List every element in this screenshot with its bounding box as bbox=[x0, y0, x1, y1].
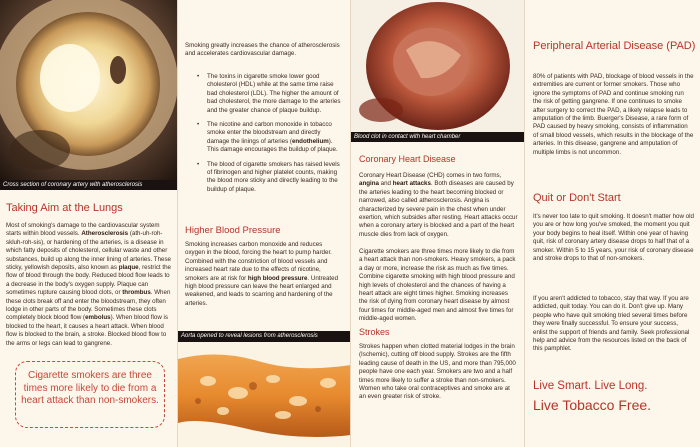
panel-pad-quit bbox=[525, 0, 700, 447]
addiction-text: If you aren't addicted to tobacco, stay that way. If you are addicted, quit today. You can do it. Don't give up. Many people who have quit smoking tried several times before they were finally successful. To ensure your success, enlist the support of friends and family. Seek professional help and advice from the resources listed on the back of this pamphlet. bbox=[533, 295, 690, 353]
panel-lungs bbox=[0, 0, 178, 447]
strokes-text: Strokes happen when clotted material lodges in the brain (Ischemic), cutting off blood supply. Strokes are the fifth leading cause of death in the US, and more than 795,000 people have one each year. Smokers are two and a half times more likely to suffer a stroke than non-smokers. Women who take oral contraceptives and smoke are at an even greater risk of stroke. bbox=[359, 343, 516, 401]
statistic-callout: Cigarette smokers are three times more likely to die from a heart attack than non-smokers. bbox=[15, 361, 165, 428]
artery-cross-section-image bbox=[0, 0, 177, 190]
bullet-item: • The nicotine and carbon monoxide in tobacco smoke enter the bloodstream and directly damage the linings of arteries (endothelium). This damage encourages the buildup of plaque. bbox=[185, 121, 343, 155]
lungs-body-text: Most of smoking's damage to the cardiovascular system starts within blood vessels. Atherosclerosis (ath-uh-roh-skluh-roh-sis), or hardening of the arteries, is a disease in which fatty deposits of cholesterol, cellular waste and other substances, build up along the inner lining of arteries. These sticky, yellowish deposits, also known as plaque, restrict the flow of blood through the body. Reduced blood flow leads to a decrease in the body's oxygen supply. Plaque can sometimes rupture causing blood clots, or thrombus. When these clots break off and enter the bloodstream, they often lodge in other parts of the body. Sometimes these clots completely block blood flow (embolus). When blood flow is blocked to the heart, it causes a heart attack. When blood flow is blocked to the brain, a stroke. Blocked blood flow to the arms or legs can lead to gangrene. bbox=[6, 222, 171, 347]
photo-caption: Aorta opened to reveal lesions from atherosclerosis bbox=[178, 331, 350, 342]
aorta-image bbox=[178, 331, 350, 447]
artery-cross-section-photo bbox=[0, 0, 177, 190]
blood-clot-photo bbox=[351, 0, 524, 142]
aorta-photo bbox=[178, 331, 350, 447]
section-heading-quit: Quit or Don't Start bbox=[533, 192, 621, 204]
section-heading-lungs: Taking Aim at the Lungs bbox=[6, 202, 123, 214]
section-heading-coronary: Coronary Heart Disease bbox=[359, 154, 456, 164]
bullet-item: • The blood of cigarette smokers has raised levels of fibrinogen and higher platelet counts, making the blood more sticky and directly leading to the buildup of plaque. bbox=[185, 161, 343, 195]
quit-text: It's never too late to quit smoking. It doesn't matter how old you are or how long you've smoked, the moment you quit your body begins to heal itself. Within one year of having quit, risk of coronary artery disease drops to half that of a smoker. Within 5 to 15 years, your risk of coronary disease and stroke drops to that of non-smokers. bbox=[533, 213, 694, 263]
cardiovascular-bullet-list bbox=[185, 73, 343, 200]
blood-pressure-text: Smoking increases carbon monoxide and reduces oxygen in the blood, forcing the heart to pump harder. Combined with the constriction of blood vessels and increased heart rate due to the effects of nicotine, smokers are at risk for high blood pressure. Untreated high blood pressure can leave the heart enlarged and weakened, and leads to scarring and hardening of the arteries. bbox=[185, 241, 339, 307]
blood-clot-image bbox=[351, 0, 524, 142]
slogan-line-2: Live Tobacco Free. bbox=[533, 397, 652, 413]
photo-caption: Cross section of coronary artery with atherosclerosis bbox=[0, 180, 177, 190]
bullet-item: • The toxins in cigarette smoke lower good cholesterol (HDL) while at the same time raise bad cholesterol (LDL). The higher the amount of bad cholesterol, the more damage to the arteries and the greater chance of plaque buildup. bbox=[185, 73, 343, 115]
coronary-text: Coronary Heart Disease (CHD) comes in two forms, angina and heart attacks. Both diseases are caused by the arteries leading to the heart becoming blocked or narrowed, also called atherosclerosis. Angina is characterized by severe pain in the chest when under exertion, which subsides after resting. Heart attacks occur when a coronary artery is blocked and a part of the heart muscle dies from lack of oxygen. bbox=[359, 172, 518, 238]
section-heading-blood-pressure: Higher Blood Pressure bbox=[185, 225, 281, 236]
panel-heart-disease bbox=[351, 0, 525, 447]
slogan-line-1: Live Smart. Live Long. bbox=[533, 380, 648, 392]
intro-paragraph: Smoking greatly increases the chance of atherosclerosis and accelerates cardiovascular damage. bbox=[185, 42, 340, 58]
panel-cardiovascular bbox=[178, 0, 351, 447]
section-heading-pad: Peripheral Arterial Disease (PAD) bbox=[533, 40, 696, 52]
section-heading-strokes: Strokes bbox=[359, 327, 390, 337]
photo-caption: Blood clot in contact with heart chamber bbox=[351, 132, 524, 142]
heart-attack-risk-text: Cigarette smokers are three times more likely to die from a heart attack than non-smokers. Heavy smokers, a pack a day or more, increase the risk as much as five times. Combine cigarette smoking with high blood pressure and high levels of cholesterol and the chances of having a heart attack are eight times higher. Smoking increases the risk of dying from coronary heart disease by almost four times for middle-aged men and almost five times for middle-aged women. bbox=[359, 248, 516, 323]
pad-text: 80% of patients with PAD, blockage of blood vessels in the extremities are current or former smokers. Those who ignore the symptoms of PAD and continue smoking run the risk of getting gangrene. If one continues to smoke after surgery to correct the PAD, a likely relapse leads to amputation of the limb. Buerger's Disease, a rare form of PAD caused by heavy smoking, consists of inflammation of small blood vessels, which results in the blockage of the arteries. In this disease, gangrene and amputation of multiple limbs is not uncommon. bbox=[533, 73, 694, 156]
